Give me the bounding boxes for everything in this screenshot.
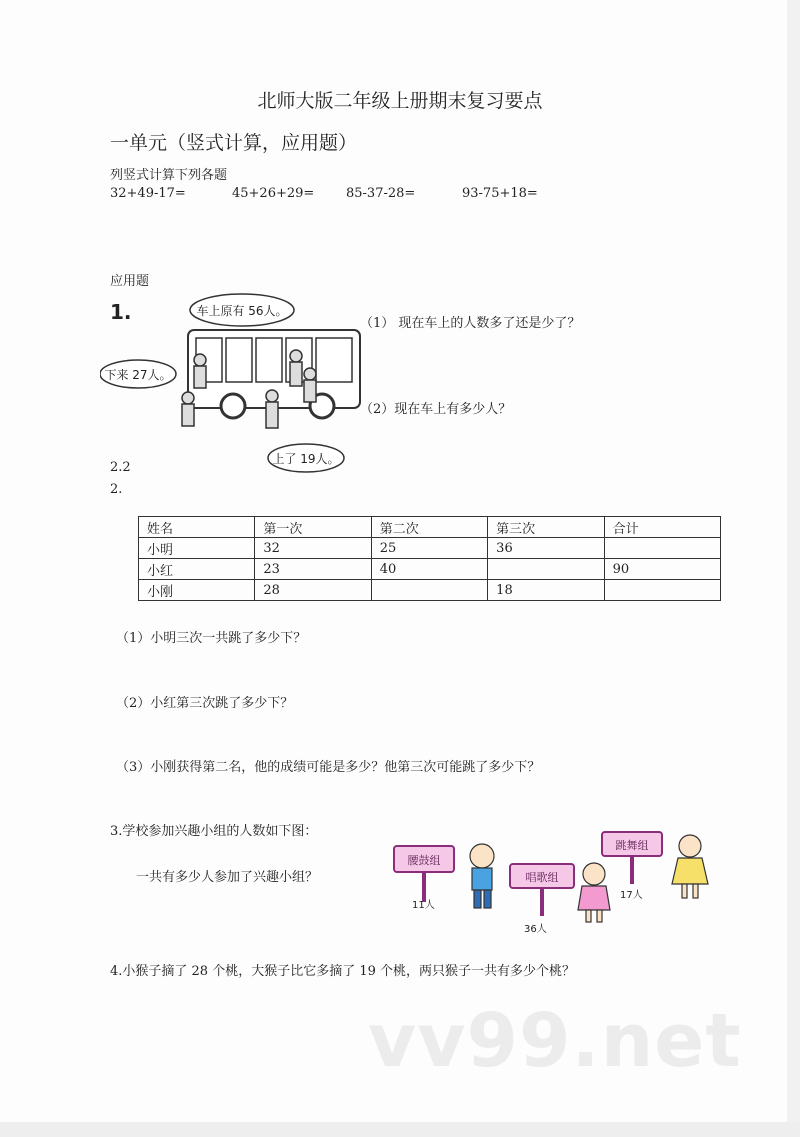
table-header-cell: 合计 bbox=[604, 517, 720, 538]
svg-text:腰鼓组: 腰鼓组 bbox=[407, 854, 441, 867]
child-figure bbox=[470, 844, 494, 908]
score-table bbox=[138, 516, 721, 601]
table-cell: 小红 bbox=[139, 559, 255, 580]
svg-text:11人: 11人 bbox=[412, 900, 435, 911]
svg-text:车上原有 56人。: 车上原有 56人。 bbox=[196, 304, 288, 318]
question-3-text: 3.学校参加兴趣小组的人数如下图： bbox=[110, 824, 318, 839]
table-cell: 小刚 bbox=[139, 580, 255, 601]
child-figure bbox=[672, 835, 708, 898]
watermark: vv99.net bbox=[368, 998, 742, 1084]
table-cell bbox=[604, 538, 720, 559]
sign-dance-group bbox=[602, 832, 662, 901]
calc-problem: 85-37-28= bbox=[346, 186, 416, 201]
sign-singing-group bbox=[510, 864, 574, 935]
question-3-question: 一共有多少人参加了兴趣小组？ bbox=[136, 870, 319, 885]
table-cell: 18 bbox=[488, 580, 604, 601]
question-2-label: 2.2 bbox=[110, 460, 131, 475]
svg-text:下来 27人。: 下来 27人。 bbox=[104, 368, 172, 382]
interest-group-illustration bbox=[386, 826, 716, 938]
question-2-sub-2: （2）小红第三次跳了多少下？ bbox=[116, 696, 294, 711]
child-figure bbox=[578, 863, 610, 922]
question-4-text: 4.小猴子摘了 28 个桃，大猴子比它多摘了 19 个桃，两只猴子一共有多少个桃？ bbox=[110, 964, 576, 979]
speech-bubble-left bbox=[100, 360, 176, 388]
question-2-number: 2. bbox=[110, 482, 123, 497]
question-2-sub-1: （1）小明三次一共跳了多少下？ bbox=[116, 631, 307, 646]
table-header-cell: 第二次 bbox=[371, 517, 487, 538]
calc-problem: 45+26+29= bbox=[232, 186, 315, 201]
page-right-edge bbox=[787, 0, 800, 1137]
table-cell: 32 bbox=[255, 538, 371, 559]
applied-heading: 应用题 bbox=[110, 274, 150, 289]
table-cell: 90 bbox=[604, 559, 720, 580]
table-cell: 28 bbox=[255, 580, 371, 601]
svg-text:唱歌组: 唱歌组 bbox=[525, 871, 559, 884]
table-cell: 23 bbox=[255, 559, 371, 580]
question-2-sub-3: （3）小刚获得第二名，他的成绩可能是多少？他第三次可能跳了多少下？ bbox=[116, 760, 541, 775]
table-header-cell: 第一次 bbox=[255, 517, 371, 538]
table-cell bbox=[488, 559, 604, 580]
table-row bbox=[139, 580, 721, 601]
svg-text:上了 19人。: 上了 19人。 bbox=[272, 452, 340, 466]
speech-bubble-top bbox=[190, 294, 294, 326]
table-header-row bbox=[139, 517, 721, 538]
svg-text:跳舞组: 跳舞组 bbox=[615, 839, 649, 852]
table-row bbox=[139, 559, 721, 580]
wheel-icon bbox=[221, 394, 245, 418]
svg-text:36人: 36人 bbox=[524, 924, 547, 935]
table-cell bbox=[371, 580, 487, 601]
sign-drum-group bbox=[394, 846, 454, 911]
calc-problem: 32+49-17= bbox=[110, 186, 186, 201]
table-row bbox=[139, 538, 721, 559]
speech-bubble-bottom bbox=[268, 444, 344, 472]
svg-text:17人: 17人 bbox=[620, 890, 643, 901]
calc-problem: 93-75+18= bbox=[462, 186, 538, 201]
table-cell: 36 bbox=[488, 538, 604, 559]
table-cell bbox=[604, 580, 720, 601]
question-1-number: 1. bbox=[110, 300, 132, 324]
page-title: 北师大版二年级上册期末复习要点 bbox=[257, 90, 543, 112]
question-1-sub-1: （1） 现在车上的人数多了还是少了？ bbox=[360, 316, 581, 331]
table-header-cell: 第三次 bbox=[488, 517, 604, 538]
calc-instruction: 列竖式计算下列各题 bbox=[110, 168, 228, 183]
table-cell: 25 bbox=[371, 538, 487, 559]
unit-heading: 一单元（竖式计算，应用题） bbox=[110, 132, 358, 154]
bus-illustration bbox=[100, 288, 370, 474]
page-bottom-edge bbox=[0, 1122, 800, 1137]
question-1-sub-2: （2）现在车上有多少人？ bbox=[360, 402, 512, 417]
table-cell: 小明 bbox=[139, 538, 255, 559]
table-header-cell: 姓名 bbox=[139, 517, 255, 538]
table-cell: 40 bbox=[371, 559, 487, 580]
